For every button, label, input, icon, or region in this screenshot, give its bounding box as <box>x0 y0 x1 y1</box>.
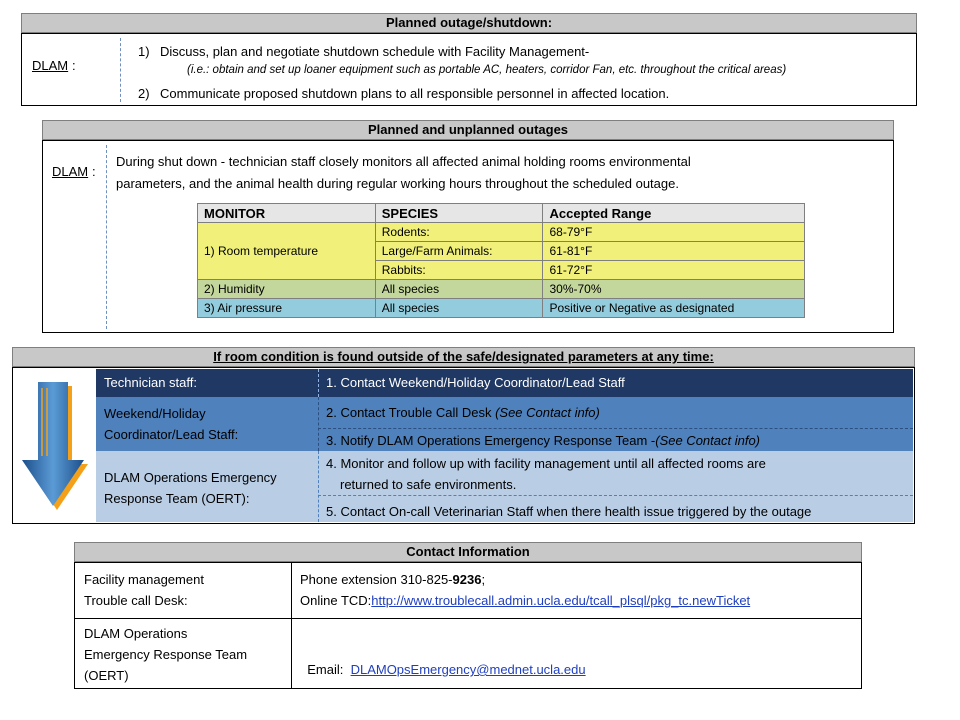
section1-item2-text: Communicate proposed shutdown plans to all responsible personnel in affected location. <box>160 86 670 101</box>
range-cell: 61-72°F <box>543 261 805 280</box>
contact-email <box>300 647 586 677</box>
range-cell: Positive or Negative as designated <box>543 299 805 318</box>
row3-inner-divider <box>318 495 913 496</box>
step1-text: 1. Contact Weekend/Holiday Coordinator/Lead Staff <box>326 375 625 390</box>
range-cell: 68-79°F <box>543 223 805 242</box>
contact-oert-line2: Emergency Response Team <box>84 647 248 662</box>
section2-dlam-text: DLAM <box>52 164 89 179</box>
table-row <box>198 223 805 242</box>
section2-header <box>42 120 894 140</box>
monitor-humidity: 2) Humidity <box>198 280 376 299</box>
section2-text-line2: parameters, and the animal health during regular working hours throughout the scheduled outage. <box>116 176 679 191</box>
section1-item1-text: Discuss, plan and negotiate shutdown schedule with Facility Management- <box>160 44 590 59</box>
section3-header-text: If room condition is found outside of the safe/designated parameters at any time: <box>213 349 714 364</box>
phone-bold: 9236 <box>452 572 482 587</box>
monitor-temperature: 1) Room temperature <box>198 223 376 280</box>
section1-item1-num: 1) <box>138 44 150 59</box>
monitor-table-header-row <box>198 204 805 223</box>
step2-text <box>326 405 600 420</box>
range-cell: 61-81°F <box>543 242 805 261</box>
tcd-prefix: Online TCD: <box>300 593 372 608</box>
step5-text: 5. Contact On-call Veterinarian Staff when there health issue triggered by the outage <box>326 504 812 519</box>
species-cell: Rabbits: <box>375 261 543 280</box>
down-arrow-icon <box>20 382 92 514</box>
row2-inner-divider <box>318 428 913 429</box>
monitor-air-pressure: 3) Air pressure <box>198 299 376 318</box>
role-weekend-line2: Coordinator/Lead Staff: <box>104 427 239 442</box>
monitor-table <box>197 203 805 318</box>
contact-tcd <box>300 593 750 608</box>
table-row <box>198 280 805 299</box>
section1-dlam-text: DLAM <box>32 58 69 73</box>
section1-divider <box>120 38 121 102</box>
phone-suffix: ; <box>481 572 486 587</box>
section2-dlam-label <box>52 164 88 179</box>
role-oert-line1: DLAM Operations Emergency <box>104 470 277 485</box>
section1-item1-note: (i.e.: obtain and set up loaner equipment such as portable AC, heaters, corridor Fan, etc. throughout the critical areas) <box>187 64 787 76</box>
contact-row-divider <box>74 618 862 619</box>
section1-item2-num: 2) <box>138 86 150 101</box>
section4-header <box>74 542 862 562</box>
species-cell: All species <box>375 299 543 318</box>
col-header-monitor: MONITOR <box>198 204 376 223</box>
row2-divider <box>318 397 319 451</box>
email-prefix: Email: <box>307 662 351 677</box>
col-header-range: Accepted Range <box>543 204 805 223</box>
species-cell: Large/Farm Animals: <box>375 242 543 261</box>
contact-facility-line2: Trouble call Desk: <box>84 593 188 608</box>
species-cell: All species <box>375 280 543 299</box>
contact-col-divider <box>291 562 292 689</box>
range-cell: 30%-70% <box>543 280 805 299</box>
col-header-species: SPECIES <box>375 204 543 223</box>
species-cell: Rodents: <box>375 223 543 242</box>
contact-oert-line1: DLAM Operations <box>84 626 188 641</box>
section2-divider <box>106 145 107 329</box>
step4-line2: returned to safe environments. <box>340 477 517 492</box>
section3-header <box>12 347 915 367</box>
step4-line1: 4. Monitor and follow up with facility management until all affected rooms are <box>326 456 766 471</box>
contact-oert-line3: (OERT) <box>84 668 129 683</box>
email-link[interactable]: DLAMOpsEmergency@mednet.ucla.edu <box>350 662 586 677</box>
section4-header-text: Contact Information <box>406 544 530 559</box>
section1-header <box>21 13 917 33</box>
row3-divider <box>318 451 319 522</box>
section2-header-text: Planned and unplanned outages <box>367 122 569 137</box>
section1-dlam-colon: : <box>72 58 76 73</box>
phone-prefix: Phone extension 310-825- <box>300 572 453 587</box>
step2-italic: (See Contact info) <box>495 405 600 420</box>
section1-header-text: Planned outage/shutdown: <box>385 15 553 30</box>
section1-dlam-label <box>32 58 68 73</box>
step3-main: 3. Notify DLAM Operations Emergency Response Team - <box>326 433 656 448</box>
contact-facility-line1: Facility management <box>84 572 204 587</box>
step3-italic: (See Contact info) <box>655 433 761 448</box>
section2-text-line1: During shut down - technician staff closely monitors all affected animal holding rooms environmental <box>116 154 691 169</box>
step3-text <box>326 433 760 448</box>
role-oert-line2: Response Team (OERT): <box>104 491 250 506</box>
role-technician: Technician staff: <box>104 375 197 390</box>
section2-dlam-colon: : <box>92 164 96 179</box>
contact-phone <box>300 572 485 587</box>
role-weekend-line1: Weekend/Holiday <box>104 406 206 421</box>
step2-main: 2. Contact Trouble Call Desk <box>326 405 496 420</box>
row1-divider <box>318 369 319 397</box>
table-row <box>198 299 805 318</box>
tcd-link[interactable]: http://www.troublecall.admin.ucla.edu/tcall_plsql/pkg_tc.newTicket <box>371 593 751 608</box>
